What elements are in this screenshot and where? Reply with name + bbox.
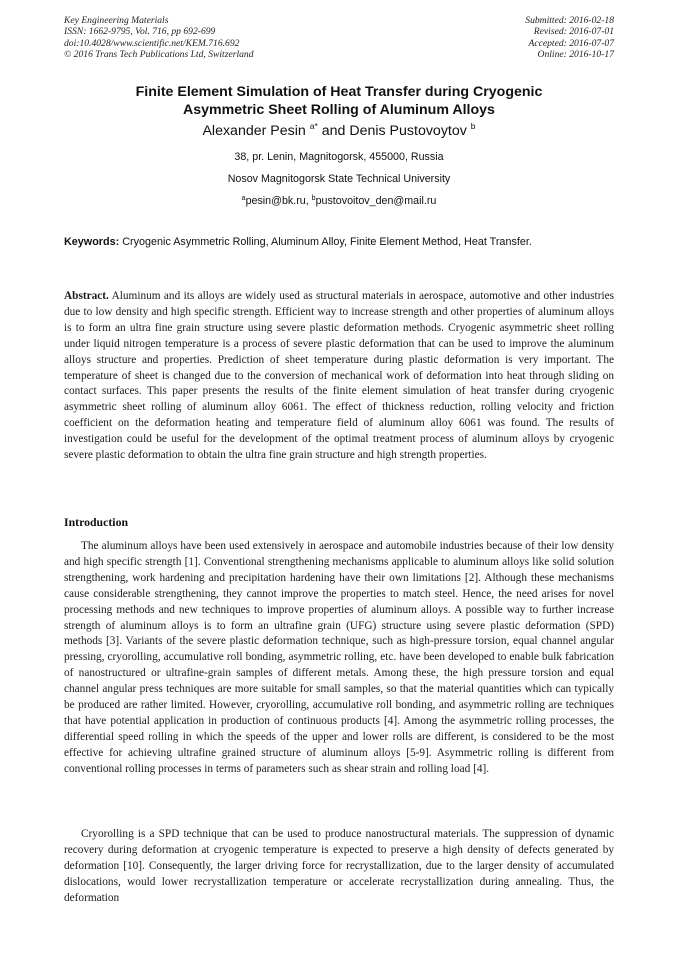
email-superscript: b: [311, 195, 316, 202]
keywords-block: [64, 235, 614, 250]
author-line: [64, 122, 614, 140]
section-heading-introduction: Introduction: [64, 515, 129, 529]
affiliation-address: 38, pr. Lenin, Magnitogorsk, 455000, Russia: [234, 151, 444, 163]
email-superscript: a: [241, 195, 246, 202]
body-paragraph: Cryorolling is a SPD technique that can be used to produce nanostructural materials. The suppression of dynamic recovery during deformation at cryogenic temperature is expected to preserve a high density of defects generated by deformation [10]. Consequently, the larger driving force for recrystallization, due to the larger density of accumulated dislocations, would lower recrystallization temperature or accelerate recrystallization during annealing. Thus, the deformation: [64, 828, 614, 904]
author-emails: [64, 194, 614, 208]
issn-line: ISSN: 1662-9795, Vol. 716, pp 692-699: [64, 26, 216, 38]
body-paragraph: The aluminum alloys have been used extensively in aerospace and automobile industries because of their low density and high specific strength [1]. Conventional strengthening mechanisms applicable to aluminum alloys like solid solution strengthening, work hardening and precipitation hardening have their own limitations [2]. Although these mechanisms cause considerable strengthening, they cannot improve the properties to match steel. Hence, the need arises for novel processing methods and new techniques to improve properties of aluminum alloys. A possible way to further increase strength of aluminum alloys is to form an ultrafine grain (UFG) structure using severe plastic deformation (SPD) methods [3]. Variants of the severe plastic deformation technique, such as high-pressure torsion, equal channel angular pressing, cryorolling, accumulative roll bonding, asymmetric rolling, etc. have been developed to enable bulk fabrication of nanostructured or ultrafine-grain samples of different metals. Among these, the high pressure torsion and equal channel angular press techniques are more suitable for small samples, so that the material quantities which can typically be produced are rather limited. However, cryorolling, accumulative roll bonding, and asymmetric rolling are techniques that have potential application in production of continuous products [4]. Among the asymmetric rolling processes, the differential speed rolling in which the speeds of the upper and lower rolls are different, is considered to be the most effective for achieving ultrafine grained structure of aluminum alloys [5-9]. Asymmetric rolling is different from conventional rolling processes in terms of parameters such as shear strain and rolling load [4].: [64, 540, 614, 775]
title-line-2: Asymmetric Sheet Rolling of Aluminum Alloys: [183, 102, 495, 118]
keywords-label: Keywords:: [64, 236, 120, 248]
abstract-label: Abstract.: [64, 290, 109, 302]
email-link[interactable]: pesin@bk.ru,: [245, 195, 312, 207]
journal-meta: [64, 15, 254, 61]
publication-dates: [525, 15, 614, 61]
title-line-1: Finite Element Simulation of Heat Transfer during Cryogenic: [135, 84, 543, 100]
journal-name: Key Engineering Materials: [64, 15, 169, 26]
affiliation-university: Nosov Magnitogorsk State Technical University: [227, 173, 451, 185]
email-link[interactable]: pustovoitov_den@mail.ru: [315, 195, 437, 207]
online-date: Online: 2016-10-17: [537, 49, 614, 61]
revised-date: Revised: 2016-07-01: [533, 26, 614, 38]
submitted-date: Submitted: 2016-02-18: [525, 15, 614, 26]
accepted-date: Accepted: 2016-07-07: [528, 37, 614, 49]
keywords-text: Cryogenic Asymmetric Rolling, Aluminum Alloy, Finite Element Method, Heat Transfer.: [122, 236, 532, 248]
author-superscript: a*: [309, 121, 318, 131]
abstract-text: Aluminum and its alloys are widely used as structural materials in aerospace, automotive and other industries due to low density and high specific strength. Efficient way to increase strength and other properties of aluminum alloys is to form an ultra fine grain structure using severe plastic deformation methods. Cryogenic asymmetric sheet rolling under liquid nitrogen temperature is a process of severe plastic deformation that can be used to improve the aluminum alloys structure and properties. Prediction of sheet temperature during plastic deformation is very important. The temperature of sheet is changed due to the conversion of mechanical work of deformation into heat through sliding on contact surfaces. This paper presents the results of the finite element simulation of heat transfer during cryogenic asymmetric sheet rolling of aluminum alloy 6061. The effect of thickness reduction, rolling velocity and friction coefficient on the deformation heating and temperature field of aluminum alloy 6061 was found. The results of investigation could be useful for the development of the optimal treatment process of aluminum alloys by cryogenic severe plastic deformation to obtain the ultra fine grain structure and high strength properties.: [64, 290, 614, 462]
author-connector: and: [317, 123, 350, 139]
author-name: Denis Pustovoytov: [349, 123, 467, 139]
abstract-paragraph: [64, 289, 614, 464]
author-name: Alexander Pesin: [202, 123, 306, 139]
doi-line: doi:10.4028/www.scientific.net/KEM.716.692: [64, 37, 240, 49]
copyright-line: © 2016 Trans Tech Publications Ltd, Switzerland: [64, 49, 254, 61]
paper-title: [64, 83, 614, 119]
author-superscript: b: [470, 121, 476, 131]
